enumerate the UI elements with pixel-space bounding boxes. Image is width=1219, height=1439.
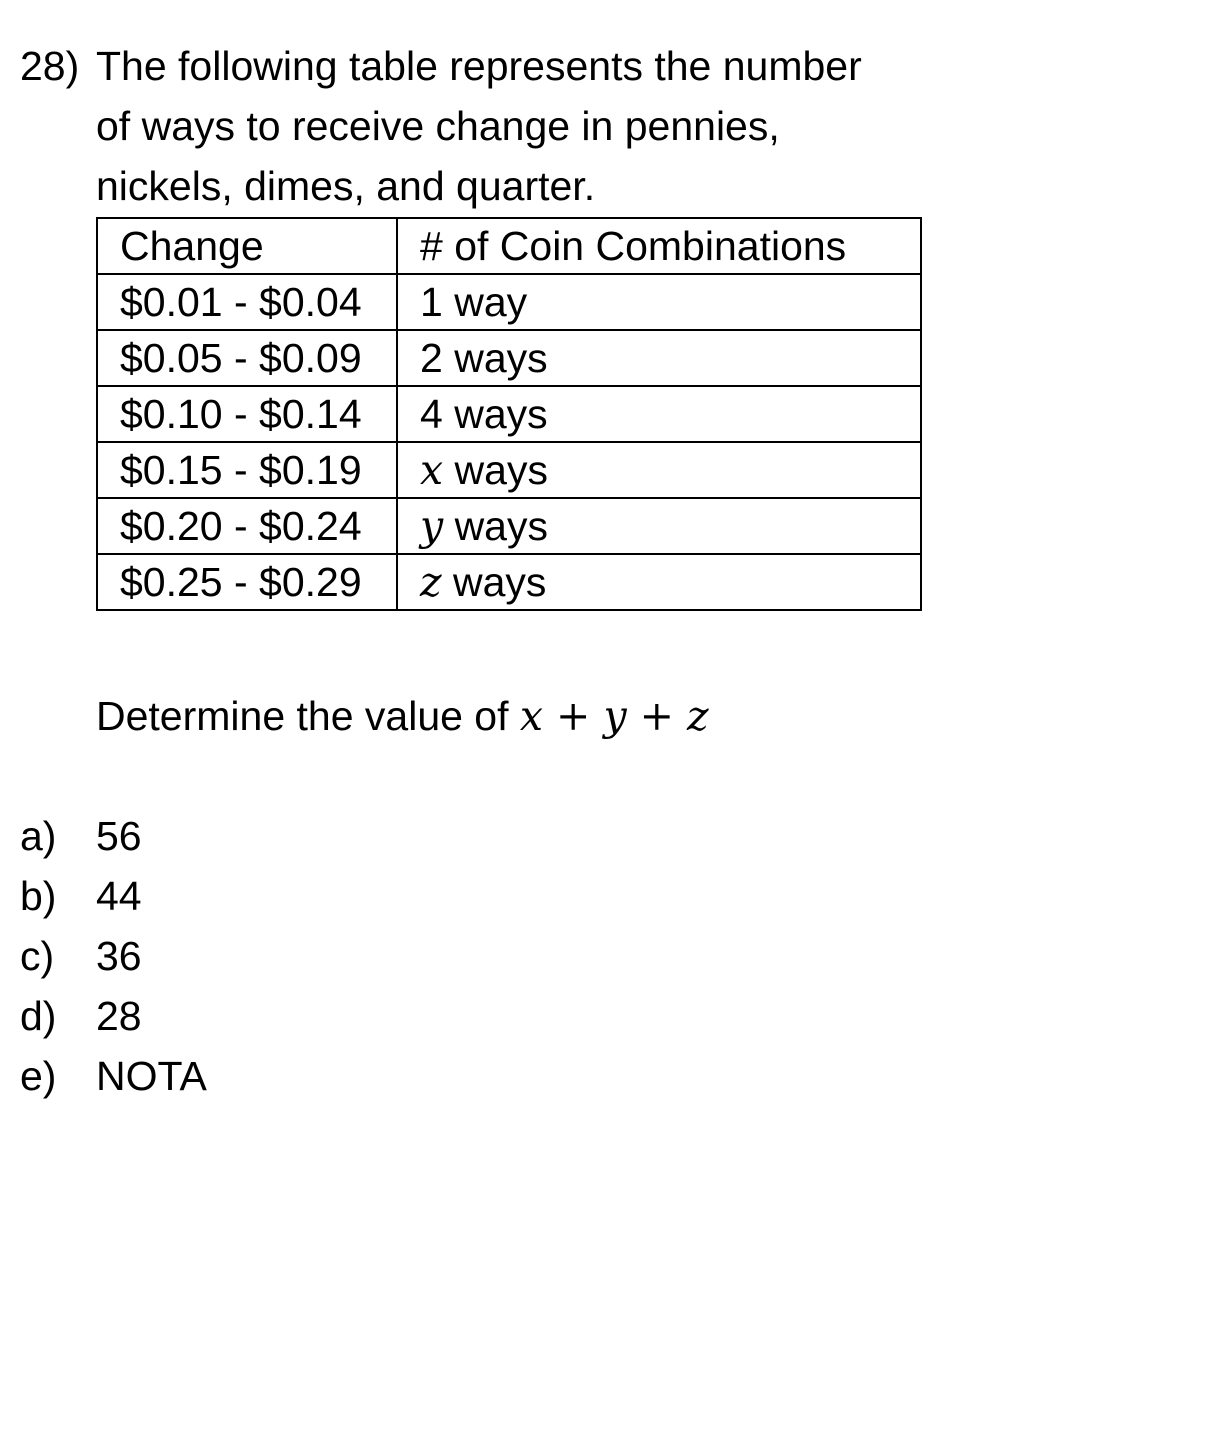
table-row bbox=[97, 386, 921, 442]
count-unit: ways bbox=[453, 559, 547, 605]
option-c[interactable] bbox=[20, 926, 142, 986]
option-letter: b) bbox=[20, 873, 57, 919]
change-cell: $0.25 - $0.29 bbox=[97, 554, 397, 610]
table-header-row bbox=[97, 218, 921, 274]
table-row bbox=[97, 554, 921, 610]
header-change: Change bbox=[97, 218, 397, 274]
count-unit: ways bbox=[454, 503, 548, 549]
count-unit: ways bbox=[454, 335, 548, 381]
combinations-cell bbox=[397, 386, 921, 442]
option-letter: a) bbox=[20, 813, 57, 859]
table-row bbox=[97, 330, 921, 386]
option-value: 44 bbox=[96, 873, 142, 919]
count-value: 2 bbox=[420, 335, 443, 381]
combinations-cell bbox=[397, 498, 921, 554]
option-value: NOTA bbox=[96, 1053, 207, 1099]
table-row bbox=[97, 442, 921, 498]
option-b[interactable] bbox=[20, 866, 142, 926]
table-row bbox=[97, 498, 921, 554]
combinations-cell bbox=[397, 442, 921, 498]
count-variable: x bbox=[420, 446, 444, 494]
combinations-cell bbox=[397, 274, 921, 330]
combinations-cell bbox=[397, 330, 921, 386]
count-value: 4 bbox=[420, 391, 443, 437]
count-variable: y bbox=[420, 502, 444, 550]
option-value: 56 bbox=[96, 813, 142, 859]
option-d[interactable] bbox=[20, 986, 142, 1046]
change-cell: $0.15 - $0.19 bbox=[97, 442, 397, 498]
table-row bbox=[97, 274, 921, 330]
change-cell: $0.10 - $0.14 bbox=[97, 386, 397, 442]
change-cell: $0.05 - $0.09 bbox=[97, 330, 397, 386]
prompt bbox=[96, 686, 709, 746]
prompt-text: Determine the value of bbox=[96, 693, 520, 739]
count-unit: way bbox=[454, 279, 528, 325]
question-line-3: nickels, dimes, and quarter. bbox=[96, 163, 596, 209]
count-unit: ways bbox=[454, 391, 548, 437]
question-number: 28) bbox=[20, 43, 80, 89]
count-value: 1 bbox=[420, 279, 443, 325]
question-line-1: The following table represents the number bbox=[96, 43, 862, 89]
question-line-2: of ways to receive change in pennies, bbox=[96, 103, 780, 149]
option-letter: c) bbox=[20, 933, 55, 979]
option-e[interactable] bbox=[20, 1046, 207, 1106]
option-a[interactable] bbox=[20, 806, 142, 866]
option-letter: e) bbox=[20, 1053, 57, 1099]
combinations-cell bbox=[397, 554, 921, 610]
change-cell: $0.01 - $0.04 bbox=[97, 274, 397, 330]
count-unit: ways bbox=[454, 447, 548, 493]
prompt-expression: x + y + z bbox=[519, 692, 709, 740]
option-value: 28 bbox=[96, 993, 142, 1039]
header-combinations: # of Coin Combinations bbox=[397, 218, 921, 274]
change-cell: $0.20 - $0.24 bbox=[97, 498, 397, 554]
option-letter: d) bbox=[20, 993, 57, 1039]
option-value: 36 bbox=[96, 933, 142, 979]
coin-combinations-table bbox=[96, 217, 922, 611]
count-variable: z bbox=[420, 558, 442, 606]
